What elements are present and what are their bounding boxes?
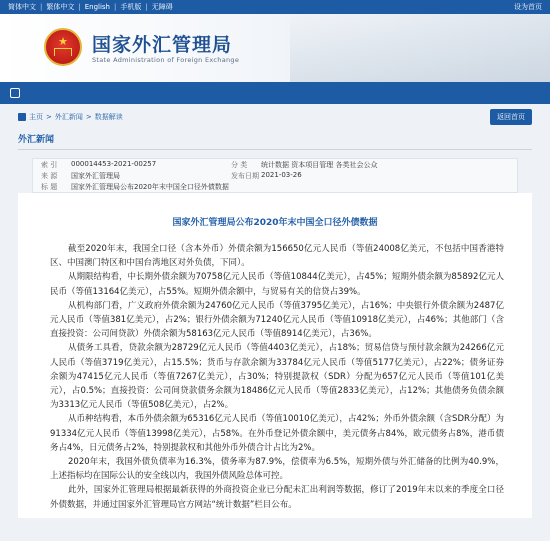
site-title[interactable]: 国家外汇管理局 xyxy=(92,34,233,56)
home-icon[interactable] xyxy=(10,88,20,98)
breadcrumb: 主页 > 外汇新闻 > 数据解读 xyxy=(18,112,123,122)
site-header xyxy=(0,14,550,82)
accessibility-link[interactable]: 无障碍 xyxy=(151,3,173,11)
paragraph: 从机构部门看，广义政府外债余额为24760亿元人民币（等值3795亿美元），占16%；中央银行外债余额为2487亿元人民币（等值381亿美元），占2%；银行外债余额为71240亿元人民币（等值10918亿美元），占46%；其他部门（含直接投资：公司间贷款）外债余额为58163亿元人民币（等值8914亿美元），占36%。 xyxy=(50,300,504,340)
back-home-button[interactable]: 返回首页 xyxy=(490,109,532,125)
paragraph: 从币种结构看，本币外债余额为65316亿元人民币（等值10010亿美元），占42%；外币外债余额（含SDR分配）为91334亿元人民币（等值13998亿美元），占58%。在外币登记外债余额中，美元债务占84%，欧元债务占8%，港币债务占4%，日元债务占2%，特别提款权和其他外币外债合计占比为2%。 xyxy=(50,414,504,453)
home-icon xyxy=(18,113,26,121)
mobile-link[interactable]: 手机版 xyxy=(120,3,142,11)
paragraph: 从期限结构看，中长期外债余额为70758亿元人民币（等值10844亿美元），占45%；短期外债余额为85892亿元人民币（等值13164亿美元），占55%。短期外债余额中，与贸易有关的信贷占39%。 xyxy=(50,272,504,297)
breadcrumb-news[interactable]: 外汇新闻 xyxy=(54,113,83,121)
paragraph: 2020年末，我国外债负债率为16.3%，债务率为87.9%，偿债率为6.5%，短期外债与外汇储备的比例为40.9%，上述指标均在国际公认的安全线以内，我国外债风险总体可控。 xyxy=(50,457,504,482)
date-label: 发布日期 xyxy=(231,171,259,180)
lang-traditional-link[interactable]: 繁体中文 xyxy=(46,3,75,11)
breadcrumb-home[interactable]: 主页 xyxy=(29,113,43,121)
breadcrumb-bar xyxy=(0,104,550,130)
index-label: 索 引 xyxy=(41,160,58,169)
source-label: 来 源 xyxy=(41,171,58,180)
site-subtitle: State Administration of Foreign Exchange xyxy=(92,56,240,64)
category-label: 分 类 xyxy=(231,160,248,169)
metadata-table xyxy=(32,158,518,193)
top-bar: 简体中文 | 繁体中文 | English | 手机版 | 无障碍 设为首页 xyxy=(0,0,550,14)
date-value: 2021-03-26 xyxy=(261,170,302,179)
article-title: 国家外汇管理局公布2020年末中国全口径外债数据 xyxy=(172,218,378,228)
section-title: 外汇新闻 xyxy=(18,132,532,150)
index-value: 000014453-2021-00257 xyxy=(71,159,157,168)
lang-simplified-link[interactable]: 简体中文 xyxy=(8,3,36,11)
category-value: 统计数据 资本项目管理 各类社会公众 xyxy=(261,160,378,169)
source-value: 国家外汇管理局 xyxy=(71,171,120,180)
paragraph: 此外，国家外汇管理局根据最新获得的外商投资企业已分配未汇出利润等数据，修订了2019年末以来的季度全口径外债数据，并通过国家外汇管理局官方网站“统计数据”栏目公布。 xyxy=(50,485,504,510)
article-body xyxy=(18,228,532,512)
national-emblem-icon: ★ xyxy=(44,28,82,66)
header-decoration xyxy=(290,14,550,82)
article-content xyxy=(18,193,532,518)
set-homepage-link[interactable]: 设为首页 xyxy=(514,3,542,11)
breadcrumb-data[interactable]: 数据解读 xyxy=(94,113,123,121)
paragraph: 截至2020年末，我国全口径（含本外币）外债余额为156650亿元人民币（等值24008亿美元，不包括中国香港特区、中国澳门特区和中国台湾地区对外负债，下同）。 xyxy=(50,244,504,269)
lang-english-link[interactable]: English xyxy=(84,3,110,11)
main-nav xyxy=(0,82,550,104)
title-label: 标 题 xyxy=(41,182,58,191)
title-value: 国家外汇管理局公布2020年末中国全口径外债数据 xyxy=(71,182,229,191)
paragraph: 从债务工具看，贷款余额为28729亿元人民币（等值4403亿美元），占18%；贸易信贷与预付款余额为24266亿元人民币（等值3719亿美元），占15.5%；货币与存款余额为33784亿元人民币（等值5177亿美元），占22%；债务证券余额为47415亿元人民币（等值7267亿美元），占30%；特别提款权（SDR）分配为657亿元人民币（等值101亿美元），占0.5%；直接投资：公司间贷款债务余额为18486亿元人民币（等值2833亿美元），占12%；其他债务负债余额为3313亿元人民币（等值508亿美元），占2%。 xyxy=(50,343,504,411)
